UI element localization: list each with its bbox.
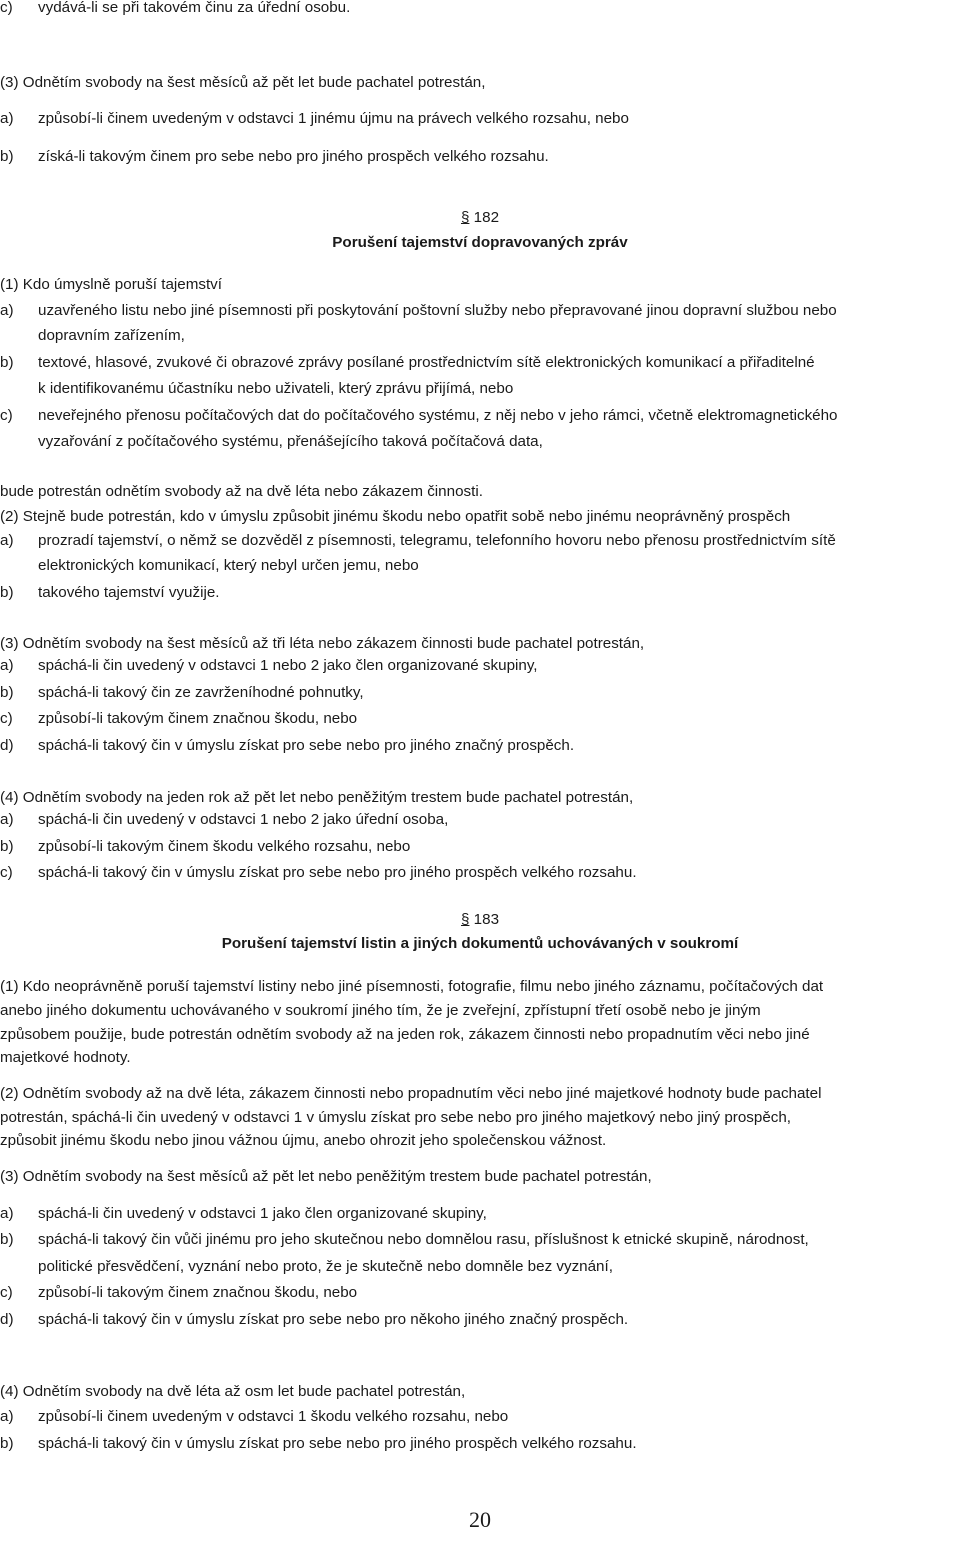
paragraph-text: (1) Kdo neoprávněně poruší tajemství listiny nebo jiné písemnosti, fotografie, filmu nebo jiného záznamu, počítačových dat	[0, 978, 824, 995]
item-label: b)	[0, 1231, 14, 1248]
paragraph-text: (3) Odnětím svobody na šest měsíců až tři léta nebo zákazem činnosti bude pachatel potrestán,	[0, 635, 645, 652]
paragraph-text: (2) Stejně bude potrestán, kdo v úmyslu způsobit jinému škodu nebo opatřit sobě nebo jinému neoprávněný prospěch	[0, 508, 791, 525]
item-text: vydává-li se při takovém činu za úřední osobu.	[38, 0, 351, 16]
item-text: spáchá-li takový čin v úmyslu získat pro sebe nebo pro jiného značný prospěch.	[38, 737, 575, 754]
item-text: vyzařování z počítačového systému, přenášejícího taková počítačová data,	[38, 433, 543, 450]
paragraph-text: (4) Odnětím svobody na dvě léta až osm let bude pachatel potrestán,	[0, 1383, 466, 1400]
paragraph-text: bude potrestán odnětím svobody až na dvě léta nebo zákazem činnosti.	[0, 483, 483, 500]
item-label: a)	[0, 1205, 14, 1222]
item-text: prozradí tajemství, o němž se dozvěděl z písemnosti, telegramu, telefonního hovoru nebo přenosu prostřednictvím sítě	[38, 532, 836, 549]
item-label: c)	[0, 1284, 13, 1301]
item-text: politické přesvědčení, vyznání nebo proto, že je skutečně nebo domněle bez vyznání,	[38, 1258, 613, 1275]
section-title: Porušení tajemství listin a jiných dokumentů uchovávaných v soukromí	[221, 935, 739, 952]
item-label: d)	[0, 737, 14, 754]
item-label: a)	[0, 110, 14, 127]
item-text: spáchá-li čin uvedený v odstavci 1 nebo 2 jako člen organizované skupiny,	[38, 657, 538, 674]
item-label: b)	[0, 148, 14, 165]
item-text: k identifikovanému účastníku nebo uživateli, který zprávu přijímá, nebo	[38, 380, 514, 397]
item-text: spáchá-li čin uvedený v odstavci 1 nebo 2 jako úřední osoba,	[38, 811, 449, 828]
item-text: způsobí-li takovým činem značnou škodu, nebo	[38, 710, 358, 727]
section-sign: §	[460, 911, 470, 928]
item-text: způsobí-li činem uvedeným v odstavci 1 škodu velkého rozsahu, nebo	[38, 1408, 509, 1425]
item-label: a)	[0, 302, 14, 319]
item-label: b)	[0, 838, 14, 855]
item-label: a)	[0, 532, 14, 549]
item-text: textové, hlasové, zvukové či obrazové zprávy posílané prostřednictvím sítě elektronických komunikací a přiřaditelné	[38, 354, 815, 371]
section-title: Porušení tajemství dopravovaných zpráv	[332, 234, 628, 251]
item-label: c)	[0, 407, 13, 424]
paragraph-text: (2) Odnětím svobody až na dvě léta, zákazem činnosti nebo propadnutím věci nebo jiné majetkové hodnoty bude pachatel	[0, 1085, 822, 1102]
item-text: dopravním zařízením,	[38, 327, 185, 344]
item-text: spáchá-li takový čin v úmyslu získat pro sebe nebo pro jiného prospěch velkého rozsahu.	[38, 864, 637, 881]
item-text: spáchá-li takový čin v úmyslu získat pro sebe nebo pro jiného prospěch velkého rozsahu.	[38, 1435, 637, 1452]
section-number	[0, 208, 960, 228]
item-text: elektronických komunikací, který nebyl určen jemu, nebo	[38, 557, 419, 574]
item-label: b)	[0, 584, 14, 601]
page-number: 20	[469, 1507, 491, 1532]
item-label: a)	[0, 811, 14, 828]
item-label: c)	[0, 864, 13, 881]
item-label: b)	[0, 1435, 14, 1452]
section-num: 182	[473, 209, 500, 226]
paragraph-text: potrestán, spáchá-li čin uvedený v odstavci 1 v úmyslu získat pro sebe nebo pro jiného majetkový nebo jiný prospěch,	[0, 1109, 792, 1126]
item-text: spáchá-li takový čin v úmyslu získat pro sebe nebo pro někoho jiného značný prospěch.	[38, 1311, 629, 1328]
item-text: uzavřeného listu nebo jiné písemnosti při poskytování poštovní služby nebo přepravované jinou dopravní službou nebo	[38, 302, 837, 319]
item-text: spáchá-li takový čin vůči jinému pro jeho skutečnou nebo domnělou rasu, příslušnost k etnické skupině, národnost,	[38, 1231, 809, 1248]
paragraph-text: způsobem použije, bude potrestán odnětím svobody až na jeden rok, zákazem činnosti nebo propadnutím věci nebo jiné	[0, 1026, 810, 1043]
section-number	[0, 910, 960, 930]
item-text: neveřejného přenosu počítačových dat do počítačového systému, z něj nebo v jeho rámci, včetně elektromagnetického	[38, 407, 838, 424]
paragraph-text: (3) Odnětím svobody na šest měsíců až pět let bude pachatel potrestán,	[0, 74, 486, 91]
item-label: a)	[0, 657, 14, 674]
item-text: takového tajemství využije.	[38, 584, 220, 601]
item-label: a)	[0, 1408, 14, 1425]
section-num: 183	[473, 911, 500, 928]
item-text: způsobí-li činem uvedeným v odstavci 1 jinému újmu na právech velkého rozsahu, nebo	[38, 110, 629, 127]
item-text: způsobí-li takovým činem škodu velkého rozsahu, nebo	[38, 838, 411, 855]
paragraph-text: anebo jiného dokumentu uchovávaného v soukromí jiného tím, že je zveřejní, zpřístupní třetí osobě nebo je jiným	[0, 1002, 761, 1019]
item-label: c)	[0, 710, 13, 727]
item-text: spáchá-li takový čin ze zavrženíhodné pohnutky,	[38, 684, 364, 701]
item-text: získá-li takovým činem pro sebe nebo pro jiného prospěch velkého rozsahu.	[38, 148, 549, 165]
paragraph-text: (3) Odnětím svobody na šest měsíců až pět let nebo peněžitým trestem bude pachatel potrestán,	[0, 1168, 652, 1185]
item-text: spáchá-li čin uvedený v odstavci 1 jako člen organizované skupiny,	[38, 1205, 487, 1222]
item-label: c)	[0, 0, 13, 16]
section-sign: §	[460, 209, 470, 226]
paragraph-text: (4) Odnětím svobody na jeden rok až pět let nebo peněžitým trestem bude pachatel potrestán,	[0, 789, 634, 806]
paragraph-text: (1) Kdo úmyslně poruší tajemství	[0, 276, 222, 293]
item-label: b)	[0, 684, 14, 701]
paragraph-text: majetkové hodnoty.	[0, 1049, 131, 1066]
item-label: d)	[0, 1311, 14, 1328]
item-text: způsobí-li takovým činem značnou škodu, nebo	[38, 1284, 358, 1301]
paragraph-text: způsobit jinému škodu nebo jinou vážnou újmu, anebo ohrozit jeho společenskou vážnost.	[0, 1132, 607, 1149]
item-label: b)	[0, 354, 14, 371]
